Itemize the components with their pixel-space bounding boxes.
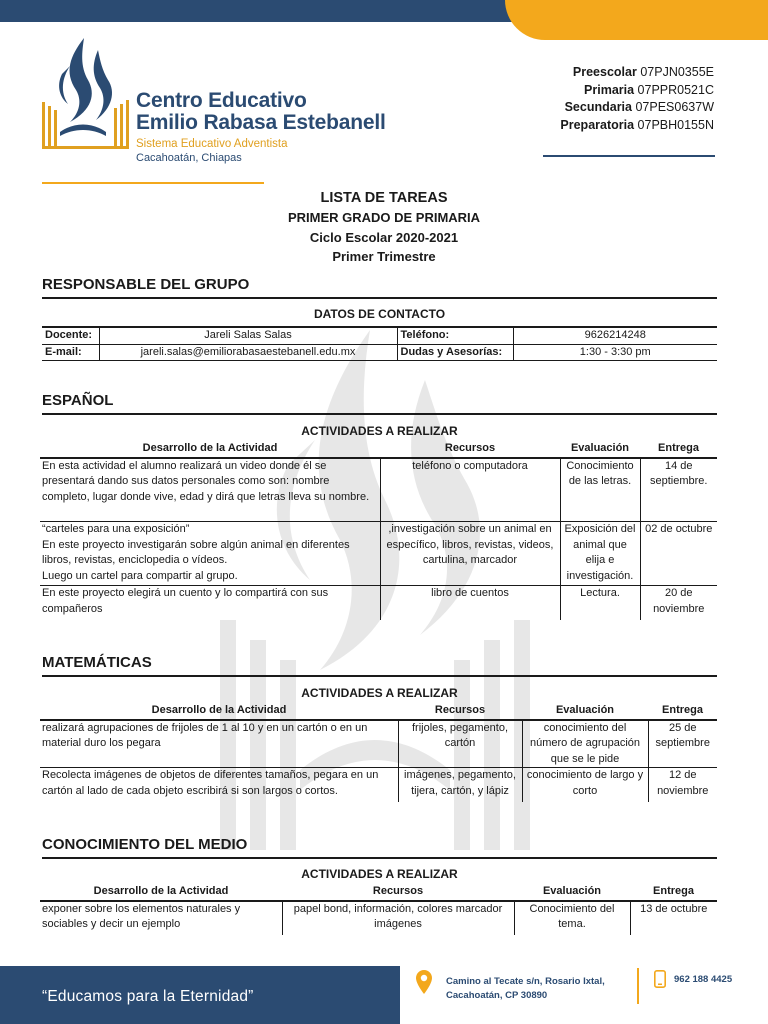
table-row: [40, 768, 717, 802]
header-bar-orange: [505, 0, 768, 40]
cell-actividad: En esta actividad el alumno realizará un video donde él se presentará dando sus datos personales como son: nombre completo, lugar donde vive, edad y dirá que letras lleva su nombre.: [40, 458, 380, 522]
email-label: E-mail:: [42, 344, 99, 361]
cell-recursos: papel bond, información, colores marcador imágenes: [282, 901, 514, 935]
section-heading-espanol: ESPAÑOL: [42, 392, 717, 415]
cell-actividad: exponer sobre los elementos naturales y sociables y decir un ejemplo: [40, 901, 282, 935]
col-header-recursos: Recursos: [380, 441, 560, 458]
activities-subheading: ACTIVIDADES A REALIZAR: [301, 867, 458, 881]
activities-subheading: ACTIVIDADES A REALIZAR: [301, 686, 458, 700]
document-title: [0, 188, 768, 267]
cell-entrega: 13 de octubre: [640, 902, 708, 915]
email-value: jareli.salas@emiliorabasaestebanell.edu.mx: [99, 344, 397, 361]
logo-underline: [42, 182, 264, 184]
table-row: [40, 901, 717, 935]
table-row: [40, 720, 717, 768]
cell-entrega: 12 de noviembre: [657, 769, 709, 797]
activities-subheading: ACTIVIDADES A REALIZAR: [301, 424, 458, 438]
cell-recursos: libro de cuentos: [380, 586, 560, 620]
school-location: Cacahoatán, Chiapas: [136, 152, 242, 164]
footer-phone: 962 188 4425: [674, 974, 733, 985]
phone-icon: [654, 970, 666, 988]
table-row: [40, 586, 717, 620]
col-header-actividad: Desarrollo de la Actividad: [40, 884, 282, 901]
title-line3: Ciclo Escolar 2020-2021: [309, 229, 459, 245]
cell-actividad: realizará agrupaciones de frijoles de 1 al 10 y en un cartón o en un material duro los pegara: [40, 720, 398, 768]
cell-actividad: “carteles para una exposición” En este proyecto investigarán sobre algún animal en diferentes libros, revistas, enciclopedia o vídeos. Luego un cartel para compartir al grupo.: [40, 522, 380, 586]
cell-actividad: En este proyecto elegirá un cuento y lo compartirá con sus compañeros: [40, 586, 380, 620]
footer-address-line2: Cacahoatán, CP 30890: [446, 990, 548, 1001]
telefono-label: Teléfono:: [397, 327, 513, 344]
col-header-recursos: Recursos: [282, 884, 514, 901]
code-value: 07PJN0355E: [640, 65, 714, 79]
col-header-evaluacion: Evaluación: [522, 703, 648, 720]
title-line4: Primer Trimestre: [332, 249, 436, 264]
cell-evaluacion: Conocimiento del tema.: [514, 901, 630, 935]
school-logo-icon: [40, 36, 130, 154]
cell-evaluacion: Conocimiento de las letras.: [560, 458, 640, 522]
col-header-actividad: Desarrollo de la Actividad: [40, 703, 398, 720]
school-codes: [560, 64, 714, 134]
code-row: [560, 82, 714, 100]
telefono-value: 9626214248: [513, 327, 717, 344]
cell-entrega: 02 de octubre: [640, 522, 717, 586]
contact-subheading: DATOS DE CONTACTO: [313, 307, 446, 321]
code-value: 07PPR0521C: [637, 82, 714, 97]
code-value: 07PBH0155N: [637, 117, 714, 132]
cell-recursos: imágenes, pegamento, tijera, cartón, y lápiz: [398, 768, 522, 802]
docente-value: Jareli Salas Salas: [99, 327, 397, 344]
table-header-row: [40, 703, 717, 720]
espanol-table: [40, 441, 717, 620]
title-line1: LISTA DE TAREAS: [320, 190, 448, 206]
code-level: Primaria: [584, 82, 635, 97]
footer-address: [446, 975, 605, 1003]
footer-motto: “Educamos para la Eternidad”: [42, 988, 254, 1005]
dudas-value: 1:30 - 3:30 pm: [513, 344, 717, 361]
code-level: Preparatoria: [560, 117, 635, 132]
codes-underline: [543, 155, 715, 157]
section-heading-conocimiento: CONOCIMIENTO DEL MEDIO: [42, 836, 717, 859]
cell-actividad: Recolecta imágenes de objetos de diferentes tamaños, pegara en un cartón al lado de cada objeto escribirá si son largos o cortos.: [40, 768, 398, 802]
cell-recursos: ,investigación sobre un animal en específico, libros, revistas, videos, cartulina, marcador: [380, 522, 560, 586]
cell-entrega: 14 de septiembre.: [640, 458, 717, 522]
docente-label: Docente:: [42, 327, 99, 344]
table-row: [42, 344, 717, 361]
col-header-evaluacion: Evaluación: [514, 884, 630, 901]
section-heading-responsable: RESPONSABLE DEL GRUPO: [42, 276, 717, 299]
col-header-evaluacion: Evaluación: [560, 441, 640, 458]
cell-evaluacion: Exposición del animal que elija e investigación.: [560, 522, 640, 586]
table-row: [40, 458, 717, 522]
code-value: 07PES0637W: [635, 100, 714, 114]
table-row: [42, 327, 717, 344]
footer-divider: [637, 968, 639, 1004]
cell-recursos: frijoles, pegamento, cartón: [398, 720, 522, 768]
code-level: Secundaria: [564, 100, 632, 114]
code-row: [560, 99, 714, 117]
col-header-entrega: Entrega: [640, 441, 717, 458]
cell-recursos: teléfono o computadora: [380, 458, 560, 522]
code-level: Preescolar: [572, 65, 637, 79]
col-header-entrega: Entrega: [630, 884, 717, 901]
section-heading-matematicas: MATEMÁTICAS: [42, 654, 717, 677]
col-header-recursos: Recursos: [398, 703, 522, 720]
table-header-row: [40, 884, 717, 901]
matematicas-table: [40, 703, 717, 802]
dudas-label: Dudas y Asesorías:: [397, 344, 513, 361]
code-row: [560, 64, 714, 82]
cell-evaluacion: Lectura.: [560, 586, 640, 620]
cell-entrega: 20 de noviembre: [653, 587, 705, 615]
school-name-line1: Centro Educativo: [136, 89, 307, 112]
cell-entrega: 25 de septiembre: [648, 720, 717, 768]
footer-address-line1: Camino al Tecate s/n, Rosario Ixtal,: [446, 976, 605, 987]
title-line2: PRIMER GRADO DE PRIMARIA: [287, 210, 481, 225]
table-row: [40, 522, 717, 586]
school-system: Sistema Educativo Adventista: [136, 138, 288, 150]
cell-evaluacion: conocimiento de largo y corto: [522, 768, 648, 802]
contact-table: [42, 326, 717, 361]
school-name-line2: Emilio Rabasa Estebanell: [136, 111, 386, 134]
conocimiento-table: [40, 884, 717, 935]
location-pin-icon: [416, 970, 432, 994]
logo-text: [136, 90, 396, 164]
cell-evaluacion: conocimiento del número de agrupación que se le pide: [522, 720, 648, 768]
col-header-actividad: Desarrollo de la Actividad: [40, 441, 380, 458]
table-header-row: [40, 441, 717, 458]
col-header-entrega: Entrega: [648, 703, 717, 720]
code-row: [560, 117, 714, 135]
header-bar-blue: [0, 0, 520, 22]
